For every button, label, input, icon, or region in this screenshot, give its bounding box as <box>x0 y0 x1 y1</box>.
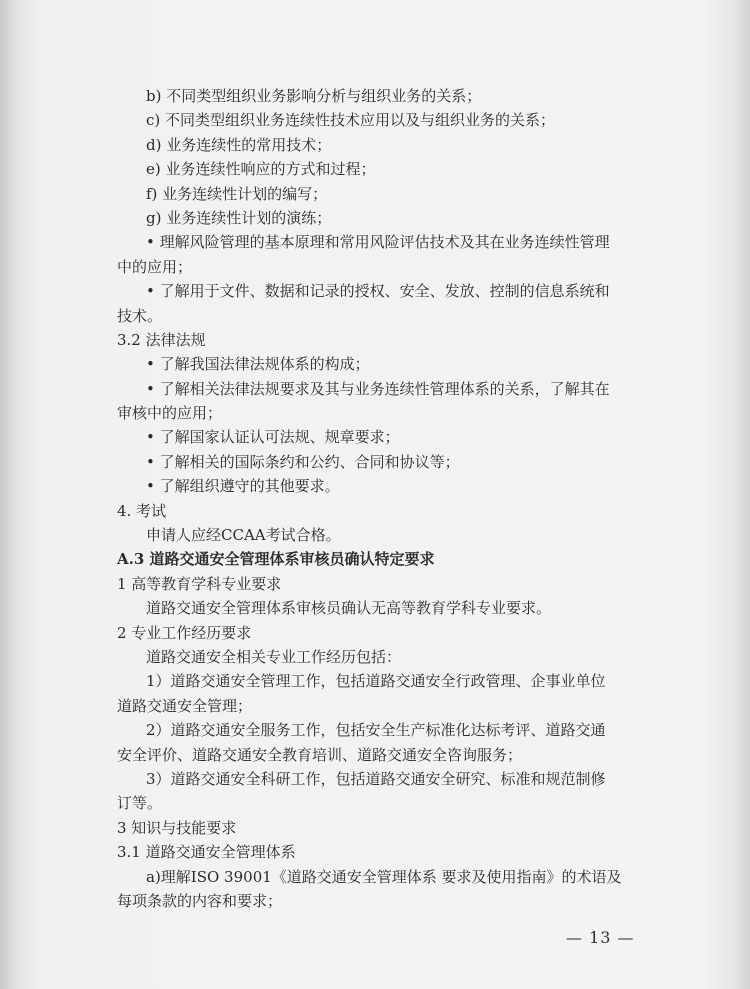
section-heading-4: 4. 考试 <box>117 501 167 520</box>
experience-intro: 道路交通安全相关专业工作经历包括： <box>146 647 402 666</box>
knowledge-item-a: a)理解ISO 39001《道路交通安全管理体系 要求及使用指南》的术语及 <box>146 867 622 886</box>
bullet-info-systems-cont: 技术。 <box>117 306 163 325</box>
experience-item-3-cont: 订等。 <box>117 794 163 813</box>
experience-item-1: 1）道路交通安全管理工作，包括道路交通安全行政管理、企事业单位 <box>146 672 606 691</box>
bullet-certification-regulations: • 了解国家认证认可法规、规章要求； <box>146 428 400 447</box>
section-heading-3-2: 3.2 法律法规 <box>117 330 206 349</box>
bullet-info-systems: • 了解用于文件、数据和记录的授权、安全、发放、控制的信息系统和 <box>146 282 610 301</box>
experience-item-2: 2）道路交通安全服务工作，包括安全生产标准化达标考评、道路交通 <box>146 721 606 740</box>
education-requirement: 道路交通安全管理体系审核员确认无高等教育学科专业要求。 <box>146 599 552 618</box>
bullet-other-requirements: • 了解组织遵守的其他要求。 <box>146 477 340 496</box>
knowledge-item-a-cont: 每项条款的内容和要求； <box>117 891 283 910</box>
bullet-legal-requirements-cont: 审核中的应用； <box>117 404 223 423</box>
section-heading-3-1: 3.1 道路交通安全管理体系 <box>117 843 296 862</box>
bullet-risk-management-cont: 中的应用； <box>117 257 193 276</box>
bullet-risk-management: • 理解风险管理的基本原理和常用风险评估技术及其在业务连续性管理 <box>146 233 610 252</box>
experience-item-2-cont: 安全评价、道路交通安全教育培训、道路交通安全咨询服务； <box>117 745 523 764</box>
section-heading-2: 2 专业工作经历要求 <box>117 623 252 642</box>
list-item-d: d) 业务连续性的常用技术； <box>146 135 332 154</box>
section-heading-a3: A.3 道路交通安全管理体系审核员确认特定要求 <box>117 550 435 569</box>
list-item-f: f) 业务连续性计划的编写； <box>146 184 328 203</box>
experience-item-3: 3）道路交通安全科研工作，包括道路交通安全研究、标准和规范制修 <box>146 769 606 788</box>
bullet-legal-requirements: • 了解相关法律法规要求及其与业务连续性管理体系的关系，了解其在 <box>146 379 610 398</box>
experience-item-1-cont: 道路交通安全管理； <box>117 696 253 715</box>
list-item-c: c) 不同类型组织业务连续性技术应用以及与组织业务的关系； <box>146 111 556 130</box>
bullet-legal-system: • 了解我国法律法规体系的构成； <box>146 355 370 374</box>
section-heading-1: 1 高等教育学科专业要求 <box>117 574 282 593</box>
list-item-g: g) 业务连续性计划的演练； <box>146 208 332 227</box>
exam-requirement: 申请人应经CCAA考试合格。 <box>146 526 341 545</box>
section-heading-3: 3 知识与技能要求 <box>117 818 237 837</box>
page-content <box>117 84 637 913</box>
page-number: — 13 — <box>566 928 635 947</box>
bullet-international-treaties: • 了解相关的国际条约和公约、合同和协议等； <box>146 452 460 471</box>
list-item-e: e) 业务连续性响应的方式和过程； <box>146 160 376 179</box>
list-item-b: b) 不同类型组织业务影响分析与组织业务的关系； <box>146 87 482 105</box>
